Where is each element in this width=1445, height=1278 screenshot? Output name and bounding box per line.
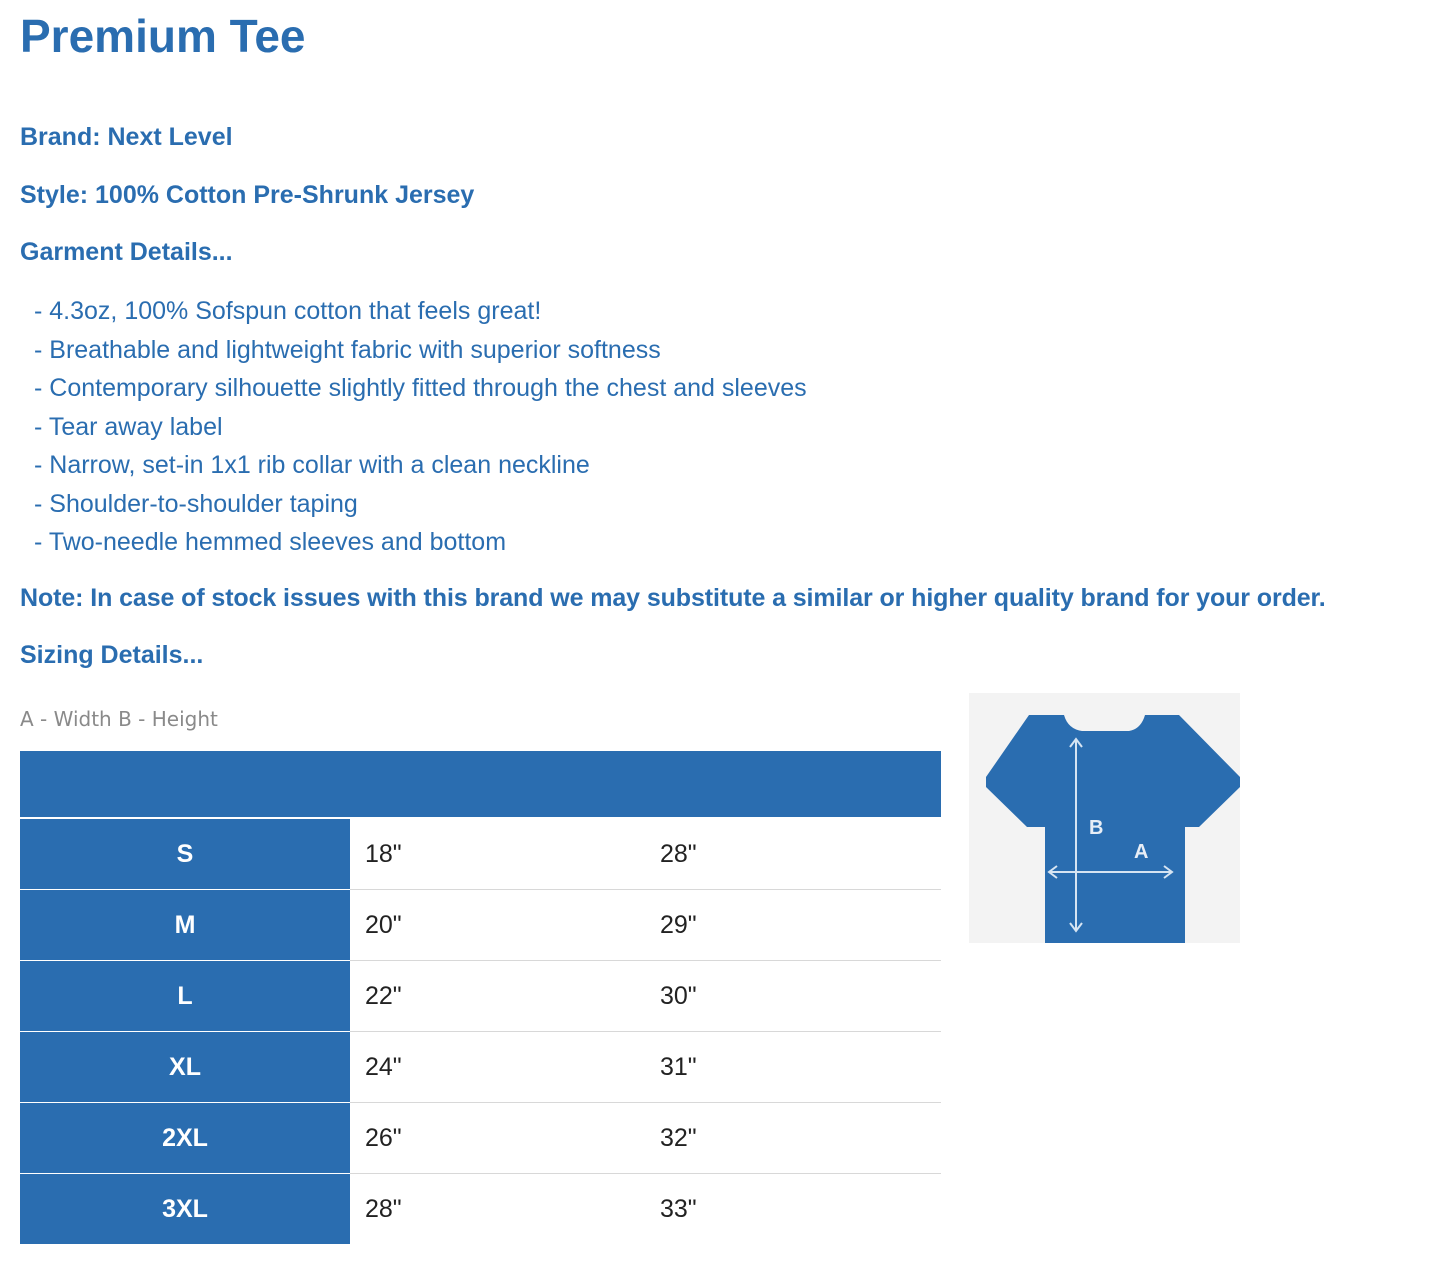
- size-label: S: [20, 818, 350, 890]
- product-title: Premium Tee: [20, 10, 306, 62]
- list-item: - Tear away label: [34, 412, 223, 441]
- width-value: 22": [350, 961, 660, 1032]
- tshirt-shape: [986, 715, 1240, 943]
- size-label: M: [20, 890, 350, 961]
- size-label: 3XL: [20, 1174, 350, 1245]
- table-row: [20, 1103, 941, 1174]
- table-row: [20, 890, 941, 961]
- list-item: - 4.3oz, 100% Sofspun cotton that feels great!: [34, 297, 542, 325]
- table-header-cell: [660, 751, 941, 818]
- width-value: 18": [350, 818, 660, 890]
- height-value: 28": [660, 818, 941, 890]
- diagram-label-a: A: [1134, 841, 1149, 863]
- tshirt-diagram: [969, 693, 1240, 943]
- style-line: Style: 100% Cotton Pre-Shrunk Jersey: [20, 181, 475, 209]
- size-label: 2XL: [20, 1103, 350, 1174]
- table-row: [20, 818, 941, 890]
- garment-details-heading: Garment Details...: [20, 238, 233, 266]
- sizing-details-heading: Sizing Details...: [20, 641, 204, 669]
- size-chart-table: [20, 751, 941, 1245]
- diagram-label-b: B: [1089, 817, 1104, 839]
- height-value: 30": [660, 961, 941, 1032]
- table-header-cell: [20, 751, 350, 818]
- tshirt-measurement-icon: [969, 693, 1240, 943]
- list-item: - Shoulder-to-shoulder taping: [34, 489, 358, 518]
- height-value: 29": [660, 890, 941, 961]
- width-value: 26": [350, 1103, 660, 1174]
- garment-details-list: [34, 292, 807, 562]
- table-header-row: [20, 751, 941, 818]
- table-header-cell: [350, 751, 660, 818]
- brand-line: Brand: Next Level: [20, 123, 233, 151]
- height-value: 32": [660, 1103, 941, 1174]
- table-row: [20, 961, 941, 1032]
- table-row: [20, 1174, 941, 1245]
- height-value: 31": [660, 1032, 941, 1103]
- width-value: 24": [350, 1032, 660, 1103]
- list-item: - Two-needle hemmed sleeves and bottom: [34, 528, 507, 556]
- size-label: XL: [20, 1032, 350, 1103]
- stock-note: Note: In case of stock issues with this brand we may substitute a similar or higher quality brand for your order.: [20, 584, 1326, 612]
- measurement-legend: A - Width B - Height: [20, 707, 218, 731]
- size-label: L: [20, 961, 350, 1032]
- height-value: 33": [660, 1174, 941, 1245]
- list-item: - Narrow, set-in 1x1 rib collar with a clean neckline: [34, 451, 590, 479]
- list-item: - Contemporary silhouette slightly fitted through the chest and sleeves: [34, 374, 807, 402]
- width-value: 20": [350, 890, 660, 961]
- table-row: [20, 1032, 941, 1103]
- list-item: - Breathable and lightweight fabric with superior softness: [34, 335, 661, 364]
- width-value: 28": [350, 1174, 660, 1245]
